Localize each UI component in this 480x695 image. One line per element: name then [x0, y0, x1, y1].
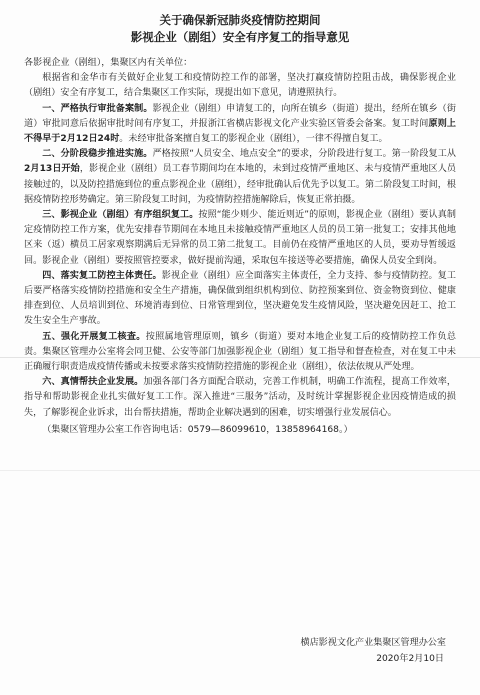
section-5-text: 按照属地管理原则，镇乡（街道）要对本地企业复工后的疫情防控工作负总责。集聚区管理办公室将会同卫健、公安等部门加强影视企业（剧组）复工指导和督查检查，对在复工中未正确履行职责造成疫情传播或未按要求落实疫情防控措施的影视企业（剧组），依法依规从严处理。 [24, 331, 456, 373]
section-4-paragraph [24, 269, 456, 330]
section-1-text: 影视企业（剧组）申请复工的，向所在镇乡（街道）提出，经所在镇乡（街道）审批同意后依据审批时间有序复工，并报浙江省横店影视文化产业实验区管委会备案。复工时间 [24, 103, 456, 129]
signature-organization: 横店影视文化产业集聚区管理办公室 [300, 638, 446, 648]
section-1-paragraph [24, 102, 456, 148]
document-title-line-2: 影视企业（剧组）安全有序复工的指导意见 [130, 30, 350, 44]
section-3-text: 按照“能少则少、能近则近”的原则，影视企业（剧组）要认真制定疫情防控工作方案，优先安排春节期间在本地且未接触疫情严重地区人员的员工第一批复工；安排其他地区来（返）横员工居家观察期满后无异常的员工第二批复工。目前仍在疫情严重地区的人员，要劝导暂缓返回。影视企业（剧组）要按照管控要求，做好提前沟通，采取包车接送等必要措施，确保人员安全到岗。 [24, 210, 456, 266]
section-5-paragraph [24, 330, 456, 376]
contact-phone-note: （集聚区管理办公室工作咨询电话：0579—86099610，13858964168。） [42, 424, 353, 435]
section-6-paragraph [24, 375, 456, 421]
section-2-text: 严格按照“人员安全、地点安全”的要求，分阶段进行复工。第一阶段复工从 [152, 149, 456, 160]
section-1-heading: 一、严格执行审批备案制。 [42, 103, 153, 114]
section-2-heading: 二、分阶段稳步推进实施。 [42, 149, 153, 160]
section-6-heading: 六、真情帮扶企业发展。 [42, 377, 144, 388]
section-5-heading: 五、强化开展复工核查。 [42, 331, 146, 342]
signature-date: 2020年2月10日 [376, 654, 444, 664]
section-4-text: 影视企业（剧组）应全面落实主体责任，全力支持、参与疫情防控。复工后要严格落实疫情防控措施和安全生产措施，确保做到组织机构到位、防控预案到位、资金物资到位、健康排查到位、人员培训到位、环境消毒到位、日常管理到位，坚决避免发生疫情风险，坚决避免因赶工、抢工发生安全生产事故。 [24, 270, 456, 327]
section-2-paragraph [24, 147, 456, 208]
section-2-text-end: ，影视企业（剧组）员工春节期间均在本地的，未到过疫情严重地区、未与疫情严重地区人员接触过的，以及防控措施到位的重点影视企业（剧组），经审批确认后优先予以复工。第二阶段复工时间，根据疫情防控形势确定。第三阶段复工时间，为疫情防控措施解除后，恢复正常拍摄。 [24, 164, 456, 205]
section-4-heading: 四、落实复工防控主体责任。 [42, 270, 162, 281]
section-1-deadline: 原则上不得早于2月12日24时 [24, 118, 456, 145]
section-1-text-end: 。未经审批备案擅自复工的影视企业（剧组），一律不得擅自复工。 [119, 134, 388, 145]
section-6-text: 加强各部门各方面配合联动，完善工作机制，明确工作流程，提高工作效率，指导和帮助影视企业扎实做好复工工作。深入推进“三服务”活动，及时统计掌握影视企业因疫情造成的损失，了解影视企业诉求，出台帮扶措施，帮助企业解决遇到的困难，切实增强行业发展信心。 [24, 377, 456, 418]
intro-paragraph: 根据省和金华市有关做好企业复工和疫情防控工作的部署，坚决打赢疫情防控阻击战，确保影视企业（剧组）安全有序复工，结合集聚区工作实际，现提出如下意见，请遵照执行。 [24, 73, 456, 99]
section-3-heading: 三、影视企业（剧组）有序组织复工。 [42, 210, 199, 221]
page-crease-line [0, 470, 480, 471]
section-2-start-date: 2月13日开始 [24, 164, 80, 175]
document-title-line-1: 关于确保新冠肺炎疫情防控期间 [159, 13, 321, 27]
section-3-paragraph [24, 208, 456, 269]
salutation: 各影视企业（剧组），集聚区内有关单位： [24, 58, 193, 68]
page-crease-line [0, 357, 480, 358]
